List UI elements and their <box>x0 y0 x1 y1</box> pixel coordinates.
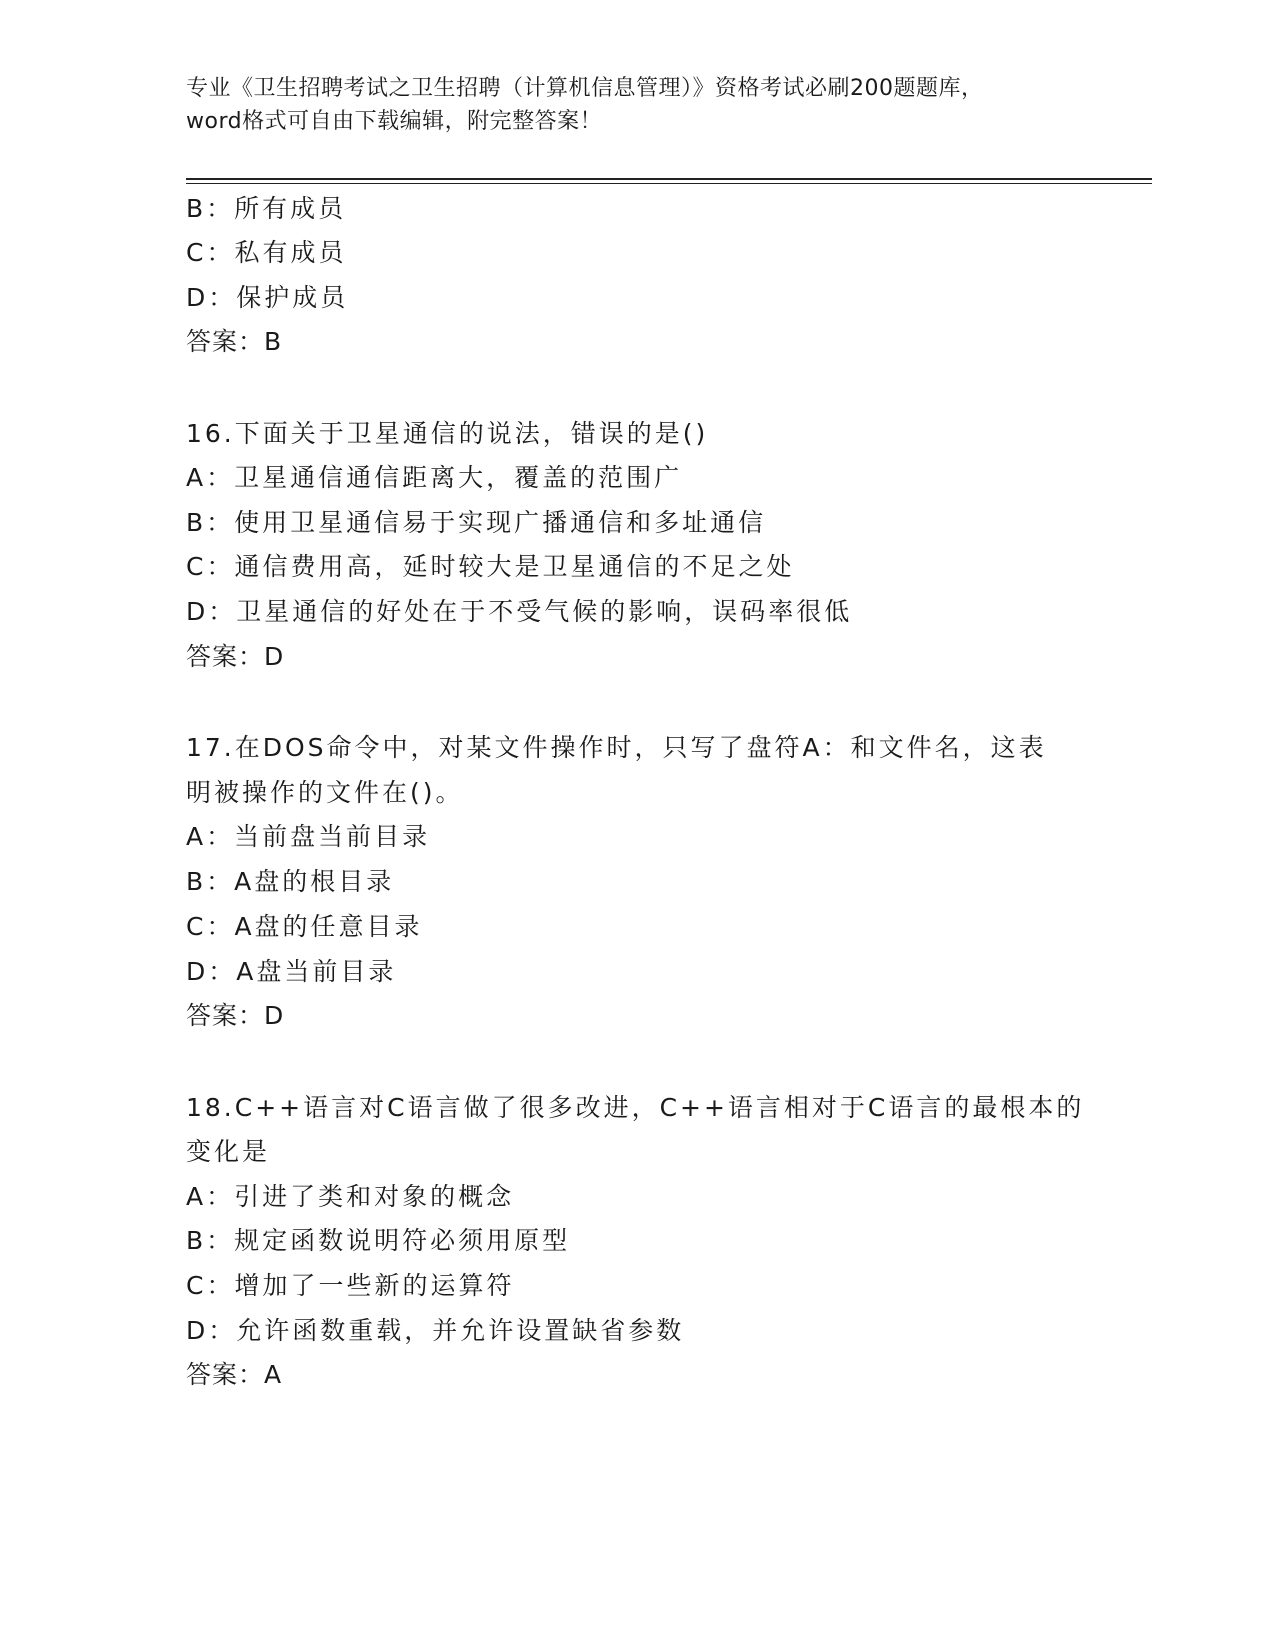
q16-answer: 答案：D <box>186 642 285 671</box>
q16-option-b: B：使用卫星通信易于实现广播通信和多址通信 <box>186 508 767 537</box>
q17-option-d: D：A盘当前目录 <box>186 957 397 986</box>
q18-option-a: A：引进了类和对象的概念 <box>186 1182 515 1211</box>
q18-option-c: C：增加了一些新的运算符 <box>186 1271 515 1300</box>
header-title-line-1: 专业《卫生招聘考试之卫生招聘（计算机信息管理）》资格考试必刷200题题库， <box>186 76 984 101</box>
header-divider-thick <box>186 178 1152 180</box>
q17-stem-line-1: 17.在DOS命令中，对某文件操作时，只写了盘符A：和文件名，这表 <box>186 733 1047 762</box>
q17-option-c: C：A盘的任意目录 <box>186 912 423 941</box>
q18-answer: 答案：A <box>186 1360 283 1389</box>
q16-option-a: A：卫星通信通信距离大，覆盖的范围广 <box>186 463 683 492</box>
q18-stem-line-1: 18.C++语言对C语言做了很多改进，C++语言相对于C语言的最根本的 <box>186 1093 1085 1122</box>
q18-option-d: D：允许函数重载，并允许设置缺省参数 <box>186 1316 685 1345</box>
q17-answer: 答案：D <box>186 1001 285 1030</box>
q15-option-d: D：保护成员 <box>186 283 349 312</box>
q18-stem-line-2: 变化是 <box>186 1137 271 1166</box>
q18-option-b: B：规定函数说明符必须用原型 <box>186 1226 571 1255</box>
q16-stem: 16.下面关于卫星通信的说法，错误的是() <box>186 419 709 448</box>
q17-option-a: A：当前盘当前目录 <box>186 822 431 851</box>
q15-answer: 答案：B <box>186 327 283 356</box>
q17-stem-line-2: 明被操作的文件在()。 <box>186 778 464 807</box>
header-title-line-2: word格式可自由下载编辑，附完整答案！ <box>186 109 603 134</box>
q16-option-c: C：通信费用高，延时较大是卫星通信的不足之处 <box>186 552 795 581</box>
q15-option-c: C：私有成员 <box>186 238 347 267</box>
document-header <box>186 72 1086 138</box>
q15-option-b: B：所有成员 <box>186 194 347 223</box>
q17-option-b: B：A盘的根目录 <box>186 867 395 896</box>
header-divider-thin <box>186 183 1152 184</box>
q16-option-d: D：卫星通信的好处在于不受气候的影响，误码率很低 <box>186 597 853 626</box>
